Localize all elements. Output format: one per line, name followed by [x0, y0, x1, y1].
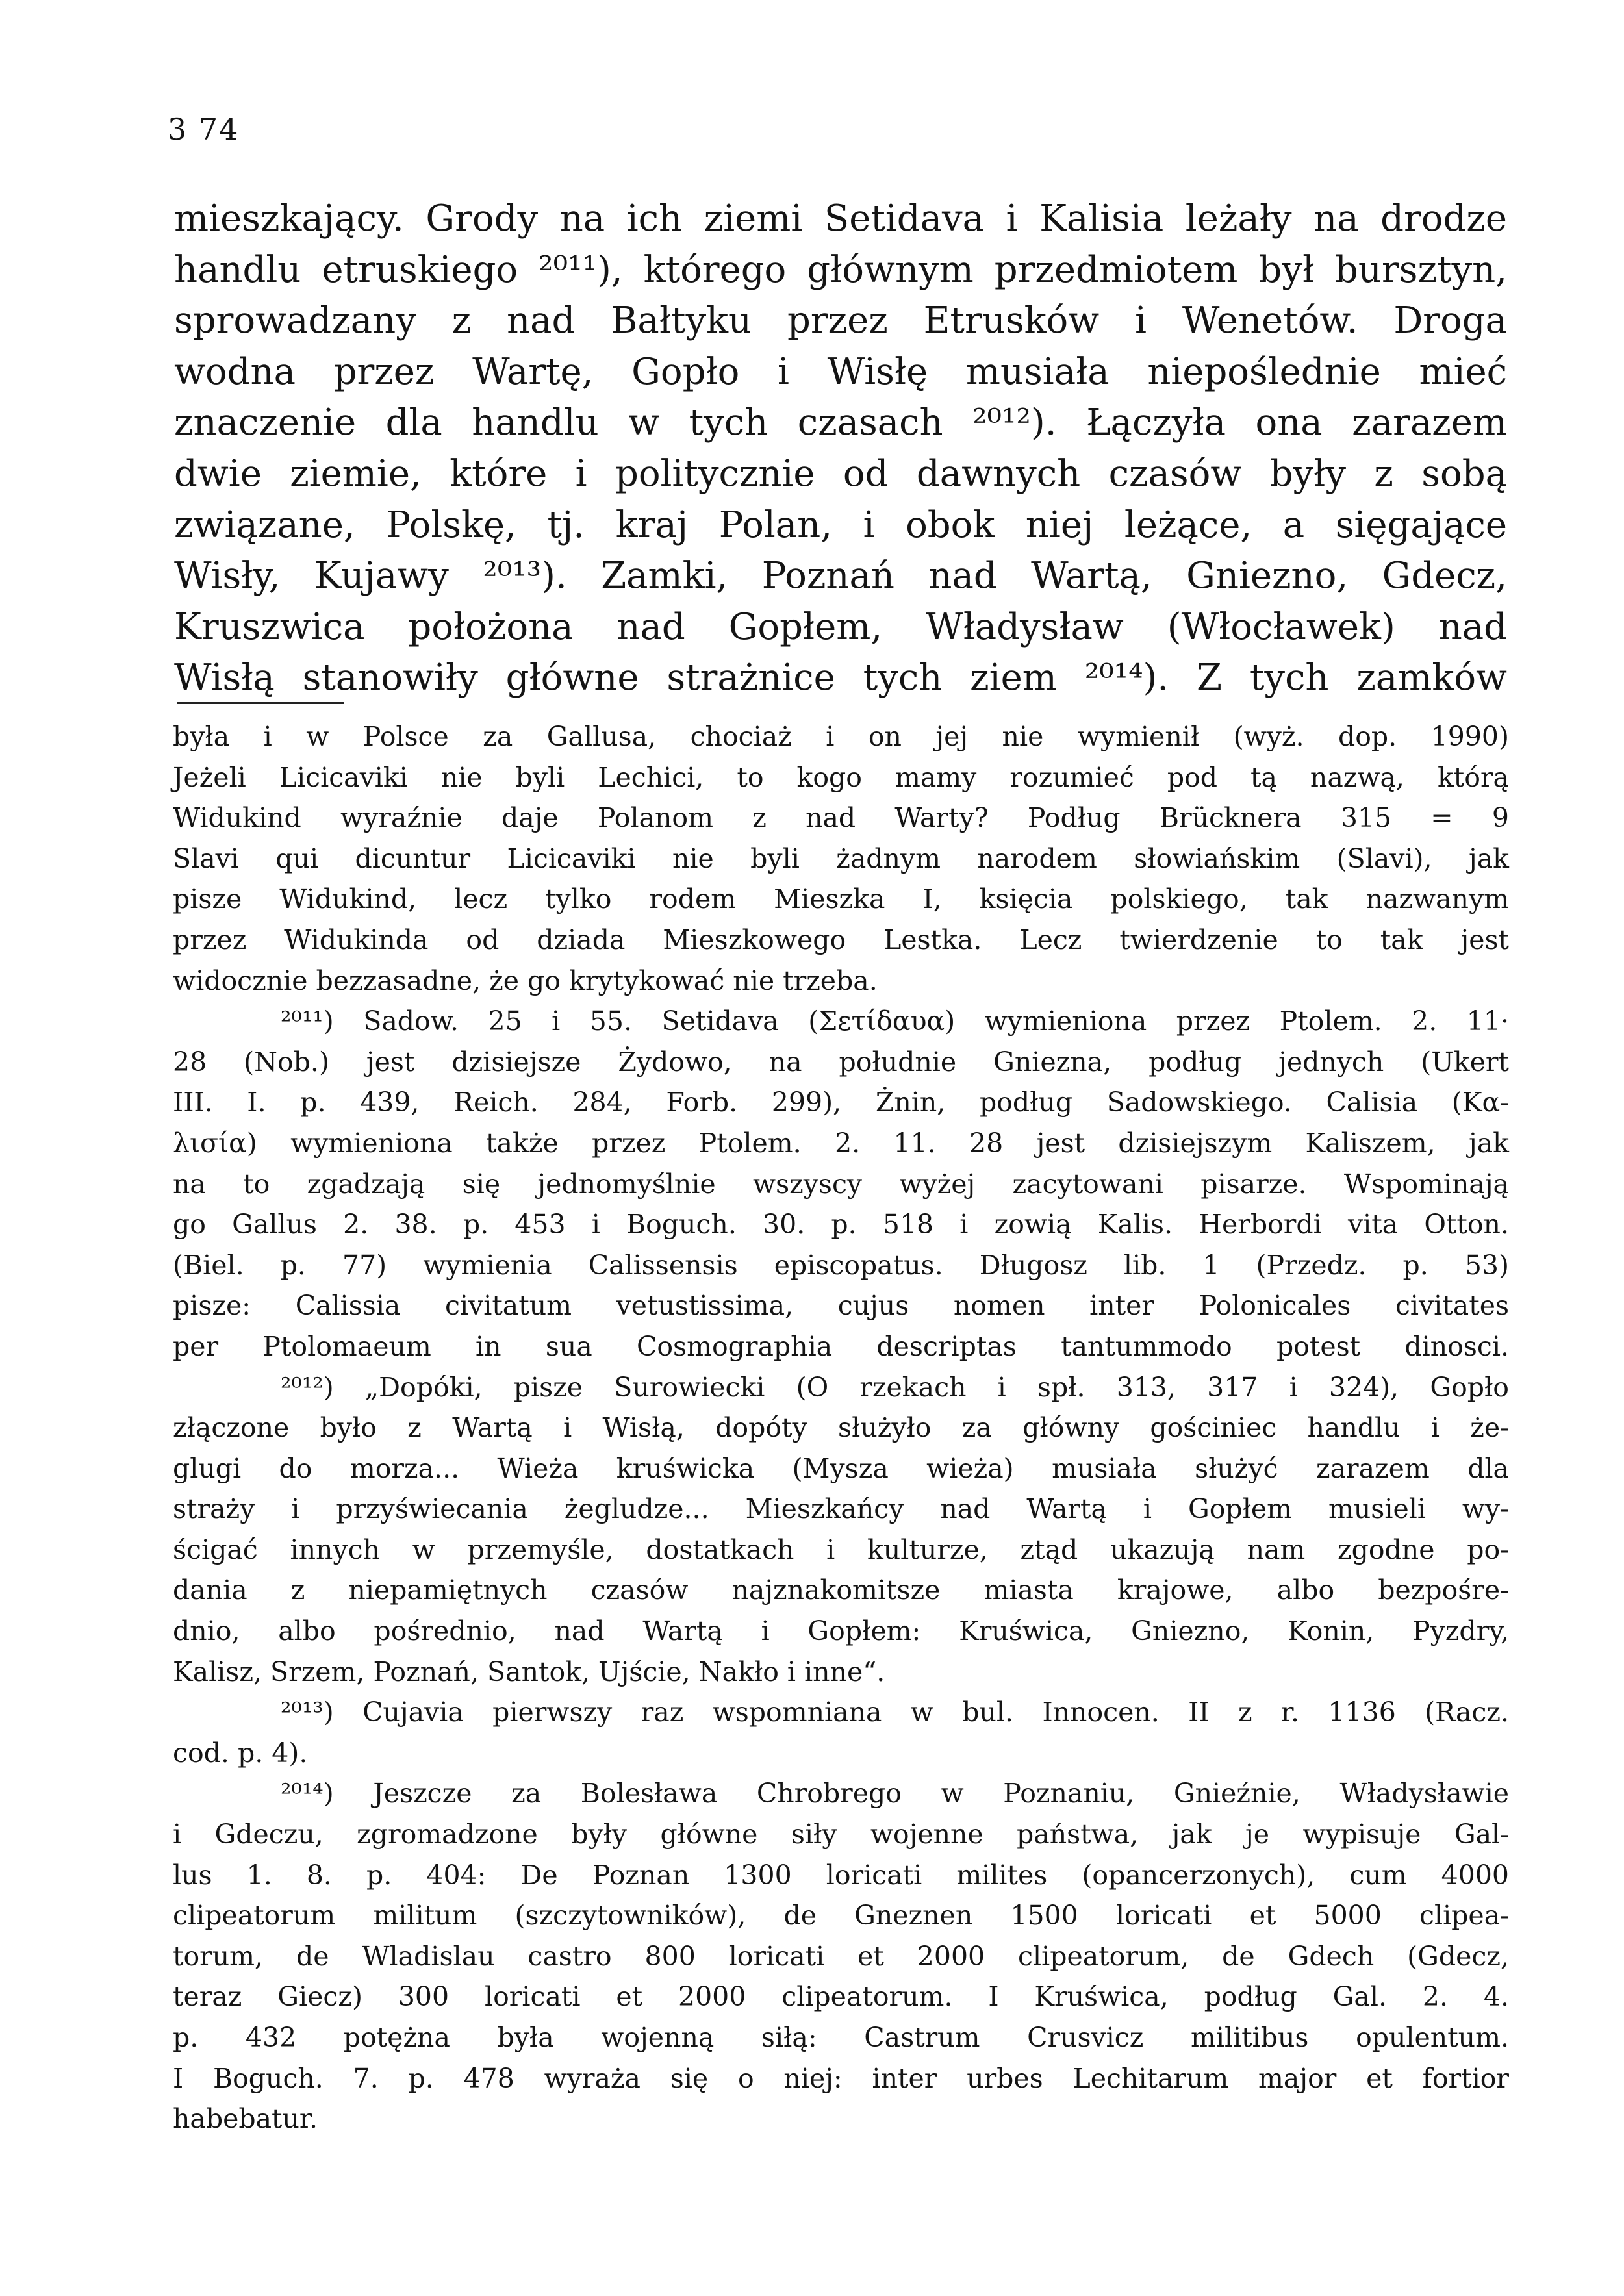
footnote-line: widocznie bezzasadne, że go krytykować nie trzeba. [173, 965, 878, 996]
footnote-line: clipeatorum militum (szczytowników), de Gneznen 1500 loricati et 5000 clipea- [173, 1900, 1509, 1932]
main-text-line: Wisłą stanowiły główne strażnice tych ziem ²⁰¹⁴). Z tych zamków [174, 657, 1507, 700]
footnote-line: Slavi qui dicuntur Licicaviki nie byli żadnym narodem słowiańskim (Slavi), jak [173, 842, 1509, 874]
footnote-line: (Biel. p. 77) wymienia Calissensis episcopatus. Długosz lib. 1 (Przedz. p. 53) [173, 1249, 1509, 1281]
footnote-line: ścigać innych w przemyśle, dostatkach i kulturze, ztąd ukazują nam zgodne po- [173, 1533, 1509, 1565]
footnote-line: p. 432 potężna była wojenną siłą: Castrum Crusvicz militibus opulentum. [173, 2022, 1509, 2053]
main-text [174, 194, 1507, 704]
footnote-line: przez Widukinda od dziada Mieszkowego Lestka. Lecz twierdzenie to tak jest [173, 924, 1509, 955]
main-text-line: znaczenie dla handlu w tych czasach ²⁰¹²). Łączyła ona zarazem [174, 401, 1507, 444]
footnote-line: pisze: Calissia civitatum vetustissima, cujus nomen inter Polonicales civitates [173, 1290, 1509, 1322]
footnote-line: lus 1. 8. p. 404: De Poznan 1300 loricati milites (opancerzonych), cum 4000 [173, 1859, 1509, 1891]
footnote-line: Kalisz, Srzem, Poznań, Santok, Ujście, Nakło i inne“. [173, 1656, 885, 1687]
footnote-line: 28 (Nob.) jest dzisiejsze Żydowo, na południe Gniezna, podług jednych (Ukert [173, 1046, 1509, 1078]
footnote-line: ²⁰¹⁴) Jeszcze za Bolesława Chrobrego w Poznaniu, Gnieźnie, Władysławie [281, 1778, 1509, 1810]
footnote-line: cod. p. 4). [173, 1737, 308, 1769]
footnote-divider [177, 702, 344, 704]
footnote-line: dnio, albo pośrednio, nad Wartą i Gopłem: Kruświca, Gniezno, Konin, Pyzdry, [173, 1615, 1509, 1647]
footnote-line: I Boguch. 7. p. 478 wyraża się o niej: inter urbes Lechitarum major et fortior [173, 2062, 1509, 2094]
footnote-line: dania z niepamiętnych czasów najznakomitsze miasta krajowe, albo bezpośre- [173, 1574, 1509, 1606]
main-text-line: handlu etruskiego ²⁰¹¹), którego głównym przedmiotem był bursztyn, [174, 248, 1507, 291]
footnote-line: per Ptolomaeum in sua Cosmographia descriptas tantummodo potest dinosci. [173, 1330, 1509, 1362]
footnote-line: ²⁰¹²) „Dopóki, pisze Surowiecki (O rzekach i spł. 313, 317 i 324), Gopło [281, 1371, 1509, 1403]
footnote-line: Widukind wyraźnie daje Polanom z nad Warty? Podług Brücknera 315 = 9 [173, 802, 1509, 834]
footnote-line: złączone było z Wartą i Wisłą, dopóty służyło za główny gościniec handlu i że- [173, 1412, 1509, 1444]
footnote-line: III. I. p. 439, Reich. 284, Forb. 299), Żnin, podług Sadowskiego. Calisia (Κα- [173, 1087, 1509, 1118]
footnote-line: pisze Widukind, lecz tylko rodem Mieszka I, księcia polskiego, tak nazwanym [173, 883, 1509, 915]
footnote-line: na to zgadzają się jednomyślnie wszyscy wyżej zacytowani pisarze. Wspominają [173, 1168, 1509, 1200]
footnote-line: była i w Polsce za Gallusa, chociaż i on jej nie wymienił (wyż. dop. 1990) [173, 721, 1509, 752]
main-text-line: Kruszwica położona nad Gopłem, Władysław (Włocławek) nad [174, 605, 1507, 648]
footnote-line: ²⁰¹³) Cujavia pierwszy raz wspomniana w bul. Innocen. II z r. 1136 (Racz. [281, 1697, 1509, 1728]
main-text-line: sprowadzany z nad Bałtyku przez Etrusków i Wenetów. Droga [174, 299, 1507, 342]
footnote-line: teraz Giecz) 300 loricati et 2000 clipeatorum. I Kruświca, podług Gal. 2. 4. [173, 1981, 1509, 2013]
footnote-line: glugi do morza... Wieża kruświcka (Mysza wieża) musiała służyć zarazem dla [173, 1452, 1509, 1484]
main-text-line: związane, Polskę, tj. kraj Polan, i obok niej leżące, a sięgające [174, 503, 1507, 546]
main-text-line: Wisły, Kujawy ²⁰¹³). Zamki, Poznań nad Wartą, Gniezno, Gdecz, [174, 555, 1507, 598]
footnote-line: torum, de Wladislau castro 800 loricati et 2000 clipeatorum, de Gdech (Gdecz, [173, 1940, 1509, 1972]
footnote-line: Jeżeli Licicaviki nie byli Lechici, to kogo mamy rozumieć pod tą nazwą, którą [173, 761, 1509, 793]
footnote-line: go Gallus 2. 38. p. 453 i Boguch. 30. p. 518 i zowią Kalis. Herbordi vita Otton. [173, 1209, 1509, 1241]
footnote-line: straży i przyświecania żegludze... Mieszkańcy nad Wartą i Gopłem musieli wy- [173, 1493, 1509, 1525]
footnote-line: habebatur. [173, 2103, 318, 2135]
page-number: 3 74 [168, 112, 240, 147]
footnote-line: ²⁰¹¹) Sadow. 25 i 55. Setidava (Σετίδαυα) wymieniona przez Ptolem. 2. 11· [281, 1005, 1509, 1037]
main-text-line: wodna przez Wartę, Gopło i Wisłę musiała niepośledniе mieć [174, 350, 1507, 393]
footnote-line: λισία) wymieniona także przez Ptolem. 2. 11. 28 jest dzisiejszym Kaliszem, jak [173, 1127, 1509, 1159]
main-text-line: dwie ziemie, które i politycznie od dawnych czasów były z sobą [174, 452, 1507, 495]
footnote-line: i Gdeczu, zgromadzone były główne siły wojenne państwa, jak je wypisuje Gal- [173, 1819, 1509, 1850]
footnotes [173, 716, 1509, 2139]
main-text-line: mieszkający. Grody na ich ziemi Setidava i Kalisia leżały na drodze [174, 197, 1507, 240]
